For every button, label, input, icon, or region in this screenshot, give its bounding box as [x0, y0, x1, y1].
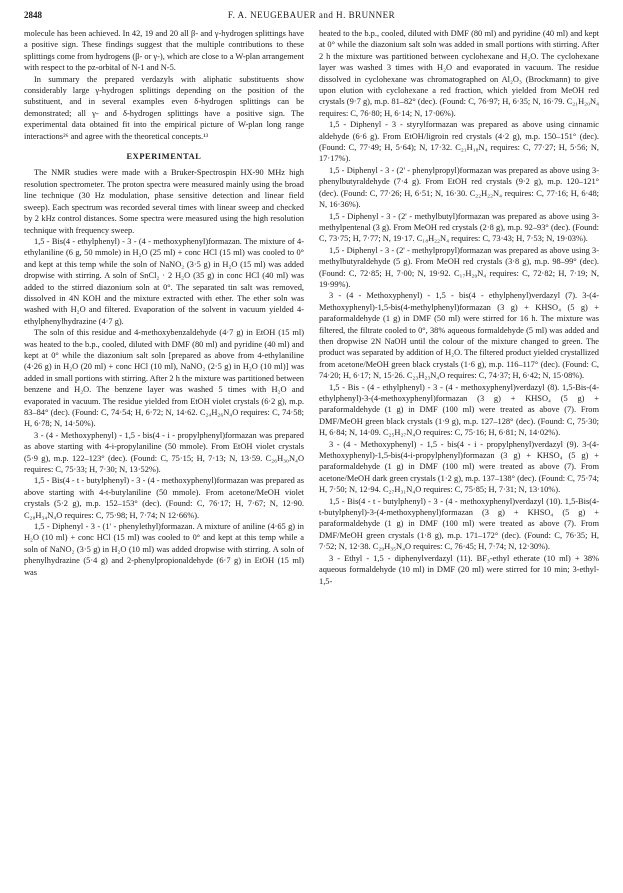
- experimental-paragraph: 1,5 - Diphenyl - 3 - (1' - phenylethyl)formazan. A mixture of aniline (4·65 g) in H₂O (10 ml) + conc HCl (15 ml) was cooled to 0° and kept at this temp while a soln of NaNO₂ (3·5 g) in H₂O (10 ml) was added dropwise with stirring. A soln of phenylhydrazine (5·4 g) and 2-phenylpropionaldehyde (6·7 g) in EtOH (15 ml) was: [24, 522, 304, 577]
- running-head-authors: F. A. NEUGEBAUER and H. BRUNNER: [227, 10, 396, 20]
- running-head: [24, 10, 599, 24]
- experimental-paragraph: 1,5 - Bis - (4 - ethylphenyl) - 3 - (4 - methoxyphenyl)verdazyl (8). 1,5-Bis-(4-ethylphenyl)-3-(4-methoxyphenyl)formazan (3 g) + KHSO₄ (5 g) + paraformaldehyde (1 g) in DMF (100 ml) were treated as above (7). From DMF/MeOH green black crystals (1·9 g), m.p. 127–128° (dec). (Found: C, 75·30; H, 6·84; N, 14·09. C₂₅H₂₇N₄O requires: C, 75·16; H, 6·81; N, 14·02%).: [319, 382, 599, 438]
- experimental-paragraph: 1,5 - Diphenyl - 3 - (2' - methylpropyl)formazan was prepared as above using 3-methylbutyraldehyde (5 g). From MeOH red crystals (3·8 g), m.p. 98–99° (dec). (Found: C, 72·85; H, 7·00; N, 19·92. C₁₇H₂₀N₄ requires: C, 72·82; H, 7·19; N, 19·99%).: [319, 245, 599, 289]
- discussion-paragraph: molecule has been achieved. In 42, 19 and 20 all β- and γ-hydrogen splittings have a positive sign. These findings suggest that the multiple contributions to these splittings come from hydrogens (β- or γ-), which are close to a W-plan arrangement with respect to the pz-orbital of N-1 and N-5.: [24, 29, 304, 73]
- experimental-paragraph: 3 - (4 - Methoxyphenyl) - 1,5 - bis(4 - i - propylphenyl)verdazyl (9). 3-(4-Methoxyphenyl)-1,5-bis(4-i-propylphenyl)formazan (3 g) + KHSO₄ (5 g) + paraformaldehyde (1 g) in DMF (100 ml) were treated as above (7). From acetone/MeOH dark green crystals (1·2 g), m.p. 137–138° (dec). (Found: C, 75·74; H, 7·50; N, 12·94. C₂₇H₃₁N₄O requires: C, 75·85; H, 7·31; N, 13·10%).: [319, 439, 599, 495]
- summary-paragraph: In summary the prepared verdazyls with aliphatic substituents show considerably large γ-hydrogen splittings depending on the position of the substituent, and in several examples even δ-hydrogen splittings can be demonstrated; all γ- and δ-hydrogen splittings have a positive sign. The experimental data obtained fit into the empirical picture of W-plan long range interactions²⁶ and agree with the theoretical concepts.¹³: [24, 74, 304, 141]
- experimental-paragraph: 3 - Ethyl - 1,5 - diphenylverdazyl (11). BF₃-ethyl etherate (10 ml) + 38% aqueous formaldehyde (10 ml) in DMF (20 ml) were stirred for 10 min; 3-ethyl-1,5-: [319, 553, 599, 586]
- section-heading-experimental: EXPERIMENTAL: [126, 152, 202, 162]
- page-number: 2848: [24, 10, 42, 20]
- experimental-paragraph: 1,5 - Diphenyl - 3 - (2' - methylbutyl)formazan was prepared as above using 3-methylpentenal (3 g). From MeOH red crystals (2·8 g), m.p. 92–93° (dec). (Found: C, 73·75; H, 7·77; N, 19·17. C₁₈H₂₂N₄ requires: C, 73·43; H, 7·53; N, 19·03%).: [319, 211, 599, 244]
- experimental-paragraph: heated to the b.p., cooled, diluted with DMF (80 ml) and pyridine (40 ml) and kept at 0° while the diazonium salt soln was added in small portions with stirring. After 2 h the mixture was partitioned between cyclohexane and H₂O. The cyclohexane layer was washed 3 times with H₂O and evaporated in vacuum. The residue dissolved in cyclohexane was chromatographed on Al₂O₃ (Brockmann) to give upon elution with cyclohexane a red fraction, which yielded from MeOH red crystals (9·7 g), m.p. 81–82° (dec). (Found: C, 76·97; H, 6·35; N, 16·79. C₂₁H₂₀N₄ requires: C, 76·80; H, 6·14; N, 17·06%).: [319, 29, 599, 118]
- experimental-paragraph: 1,5 - Bis(4 - ethylphenyl) - 3 - (4 - methoxyphenyl)formazan. The mixture of 4-ethylaniline (6 g, 50 mmole) in H₂O (25 ml) + conc HCl (15 ml) was cooled to 0° and kept at this temp while the soln of NaNO₂ (3·5 g) in H₂O (15 ml) was added dropwise with stirring. A soln of SnCl₂ · 2 H₂O (35 g) in conc HCl (40 ml) was added to the stirred diazonium soln at 0°. The separated tin salt was removed, dissolved in 4N KOH and the mixture extracted with ether. The ether soln was washed with H₂O and filtered. Evaporation of the solvent in vacuum yielded 4-ethylphenylhydrazine (4·7 g).: [24, 236, 304, 326]
- experimental-paragraph: 1,5 - Bis(4 - t - butylphenyl) - 3 - (4 - methoxyphenyl)formazan was prepared as above starting with 4-t-butylaniline (50 mmole). From acetone/MeOH violet crystals (5·2 g), m.p. 152–153° (dec). (Found: C, 76·17; H, 7·67; N, 12·90. C₂₈H₃₄N₄O requires: C, 75·98; H, 7·74; N 12·66%).: [24, 476, 304, 520]
- experimental-paragraph: 3 - (4 - Methoxyphenyl) - 1,5 - bis(4 - ethylphenyl)verdazyl (7). 3-(4-Methoxyphenyl)-1,5-bis(4-methylphenyl)formazan (3 g) + KHSO₄ (5 g) + paraformaldehyde (1 g) in DMF (50 ml) were stirred for 16 h. The mixture was filtered, the filtrate cooled to 0°, 38% aqueous formaldehyde (5 ml) was added and then dropwise 2N NaOH until the colour of the mixture changed to green. The product was separated by addition of H₂O. The filtered product yielded crystallized from acetone/MeOH green black crystals (1·6 g), m.p. 116–117° (dec). (Found: C, 74·20; H, 6·17; N, 15·26. C₂₃H₂₃N₄O requires: C, 74·37; H, 6·42; N, 15·08%).: [319, 291, 599, 381]
- experimental-paragraph: 3 - (4 - Methoxyphenyl) - 1,5 - bis(4 - i - propylphenyl)formazan was prepared as above starting with 4-i-propylaniline (50 mmole). From EtOH violet crystals (5·9 g), m.p. 122–123° (dec). (Found: C, 75·15; H, 7·13; N, 13·59. C₂₆H₃₀N₄O requires: C, 75·33; H, 7·30; N, 13·52%).: [24, 430, 304, 475]
- experimental-paragraph: The NMR studies were made with a Bruker-Spectrospin HX-90 MHz high resolution spectrometer. The proton spectra were measured mainly using the broad line technique (30 Hz modulation, phase sensitive detection and linear field sweep). Each spectrum was recorded several times with linear sweep and checked by 2 kHz control distances. Some spectra were measured using the high resolution technique with frequency sweep.: [24, 168, 304, 235]
- experimental-paragraph: The soln of this residue and 4-methoxybenzaldehyde (4·7 g) in EtOH (15 ml) was heated to the b.p., cooled, diluted with DMF (80 ml) and pyridine (40 ml) and kept at 0° while the diazonium salt soln [prepared as above from 4-ethylaniline (4·26 g) in H₂O (20 ml) + conc HCl (10 ml), NaNO₂ (2·5 g) in H₂O (10 ml)] was added in small portions with stirring. After 2 h the mixture was partitioned between benzene and H₂O. The benzene layer was washed 5 times with H₂O and evaporated in vacuum. The residue yielded from EtOH violet crystals (6·2 g), m.p. 83–84° (dec). (Found: C, 74·54; H, 6·72; N, 14·62. C₂₄H₂₆N₄O requires: C, 74·58; H, 6·78; N, 14·50%).: [24, 328, 304, 429]
- left-column: [24, 28, 304, 587]
- right-column: [319, 28, 599, 587]
- experimental-paragraph: 1,5 - Diphenyl - 3 - styrylformazan was prepared as above using cinnamic aldehyde (6·6 g). From EtOH/ligroin red crystals (4·2 g), m.p. 150–151° (dec). (Found: C, 77·49; H, 5·64); N, 17·32. C₂₁H₁₈N₄ requires: C, 77·27; H, 5·56; N, 17·17%).: [319, 120, 599, 164]
- experimental-paragraph: 1,5 - Diphenyl - 3 - (2' - phenylpropyl)formazan was prepared as above using 3-phenylbutyraldehyde (7·4 g). From EtOH red crystals (9·2 g), m.p. 120–121° (dec). (Found: C, 77·26; H, 6·51; N, 16·30. C₂₂H₂₂N₄ requires: C, 77·16; H, 6·48; N, 16·36%).: [319, 165, 599, 210]
- experimental-paragraph: 1,5 - Bis(4 - t - butylphenyl) - 3 - (4 - methoxyphenyl)verdazyl (10). 1,5-Bis(4-t-butylphenyl)-3-(4-methoxyphenyl)formazan (3 g) + KHSO₄ (5 g) + paraformaldehyde (1 g) in DMF (100 ml) were treated as above (7). From DMF/MeOH green crystals (1·8 g), m.p. 171–172° (dec). (Found: C, 76·35; H, 7·52; N, 12·38. C₂₉H₃₅N₄O requires: C, 76·45; H, 7·74; N, 12·30%).: [319, 496, 599, 552]
- two-column-body: [24, 28, 599, 587]
